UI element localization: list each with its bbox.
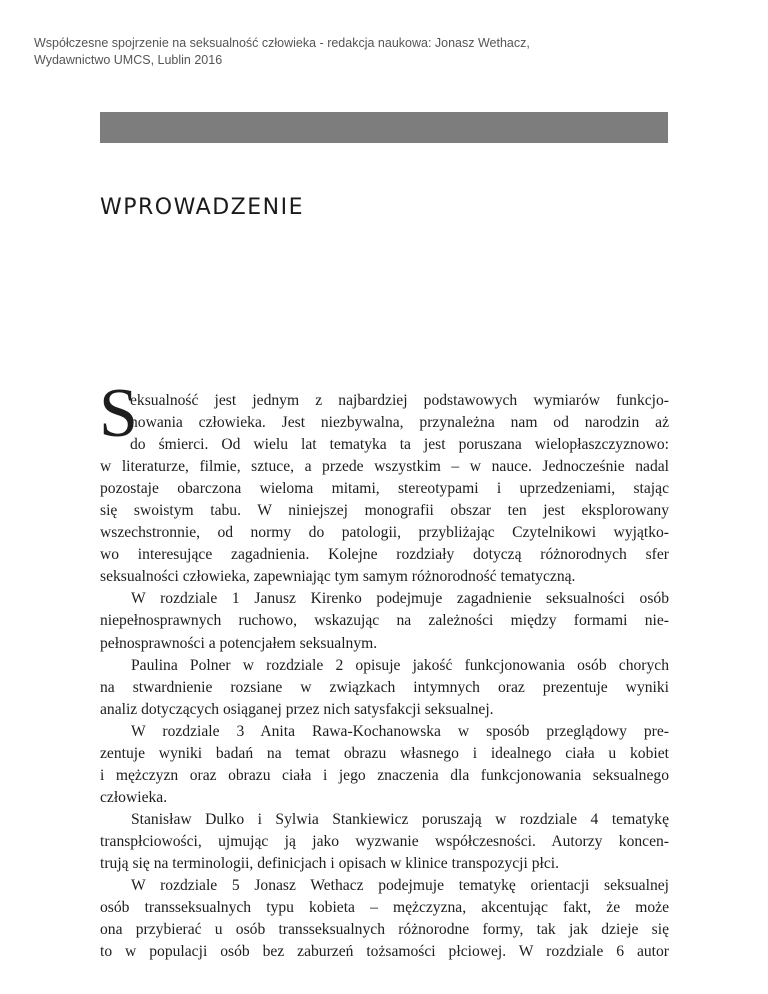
text-line: na stwardnienie rozsiane w związkach intymnych oraz prezentuje wyniki: [100, 678, 669, 696]
chapter-title: WPROWADZENIE: [100, 195, 304, 220]
text-line: ona przybierać u osób transseksualnych różnorodne formy, tak jak dzieje się: [100, 921, 669, 939]
text-line: pełnosprawności a potencjałem seksualnym.: [100, 634, 378, 652]
text-line: Stanisław Dulko i Sylwia Stankiewicz poruszają w rozdziale 4 tematykę: [131, 810, 669, 828]
chapter-header-bar: [100, 112, 668, 143]
text-line: zentuje wyniki badań na temat obrazu własnego i idealnego ciała u kobiet: [100, 744, 669, 762]
text-line: pozostaje obarczona wieloma mitami, stereotypami i uprzedzeniami, stając: [100, 480, 669, 498]
text-line: seksualności człowieka, zapewniając tym samym różnorodność tematyczną.: [100, 568, 576, 586]
text-line: niepełnosprawnych ruchowo, wskazując na zależności między formami nie-: [100, 612, 669, 630]
text-line: wszechstronnie, od normy do patologii, przybliżając Czytelnikowi wyjątko-: [100, 524, 669, 542]
text-line: w literaturze, filmie, sztuce, a przede wszystkim – w nauce. Jednocześnie nadal: [100, 458, 669, 476]
text-line: i mężczyzn oraz obrazu ciała i jego znaczenia dla funkcjonowania seksualnego: [100, 766, 669, 784]
citation-line-1: Współczesne spojrzenie na seksualność człowieka - redakcja naukowa: Jonasz Wethacz,: [34, 36, 530, 50]
source-citation: [34, 35, 714, 69]
text-line: osób transseksualnych typu kobieta – mężczyzna, akcentując fakt, że może: [100, 899, 669, 917]
text-line: wo interesujące zagadnienia. Kolejne rozdziały dotyczą różnorodnych sfer: [100, 546, 669, 564]
text-line: W rozdziale 1 Janusz Kirenko podejmuje zagadnienie seksualności osób: [131, 590, 669, 608]
citation-line-2: Wydawnictwo UMCS, Lublin 2016: [34, 53, 223, 67]
text-line: nowania człowieka. Jest niezbywalna, przynależna nam od narodzin aż: [130, 414, 669, 432]
text-line: analiz dotyczących osiąganej przez nich satysfakcji seksualnej.: [100, 700, 494, 718]
body-text: [100, 390, 669, 963]
text-line: to w populacji osób bez zaburzeń tożsamości płciowej. W rozdziale 6 autor: [100, 943, 669, 961]
text-line: transpłciowości, ujmując ją jako wyzwanie współczesności. Autorzy koncen-: [100, 832, 669, 850]
text-line: W rozdziale 5 Jonasz Wethacz podejmuje tematykę orientacji seksualnej: [131, 877, 669, 895]
text-line: człowieka.: [100, 788, 168, 806]
text-line: się swoistym tabu. W niniejszej monografii obszar ten jest eksplorowany: [100, 502, 669, 520]
text-line: Paulina Polner w rozdziale 2 opisuje jakość funkcjonowania osób chorych: [131, 656, 669, 674]
drop-cap-letter: S: [99, 375, 138, 452]
text-line: do śmierci. Od wielu lat tematyka ta jest poruszana wielopłaszczyznowo:: [130, 436, 669, 454]
text-line: trują się na terminologii, definicjach i opisach w klinice transpozycji płci.: [100, 854, 560, 872]
text-line: W rozdziale 3 Anita Rawa-Kochanowska w sposób przeglądowy pre-: [131, 722, 669, 740]
text-line: eksualność jest jednym z najbardziej podstawowych wymiarów funkcjo-: [130, 392, 669, 409]
